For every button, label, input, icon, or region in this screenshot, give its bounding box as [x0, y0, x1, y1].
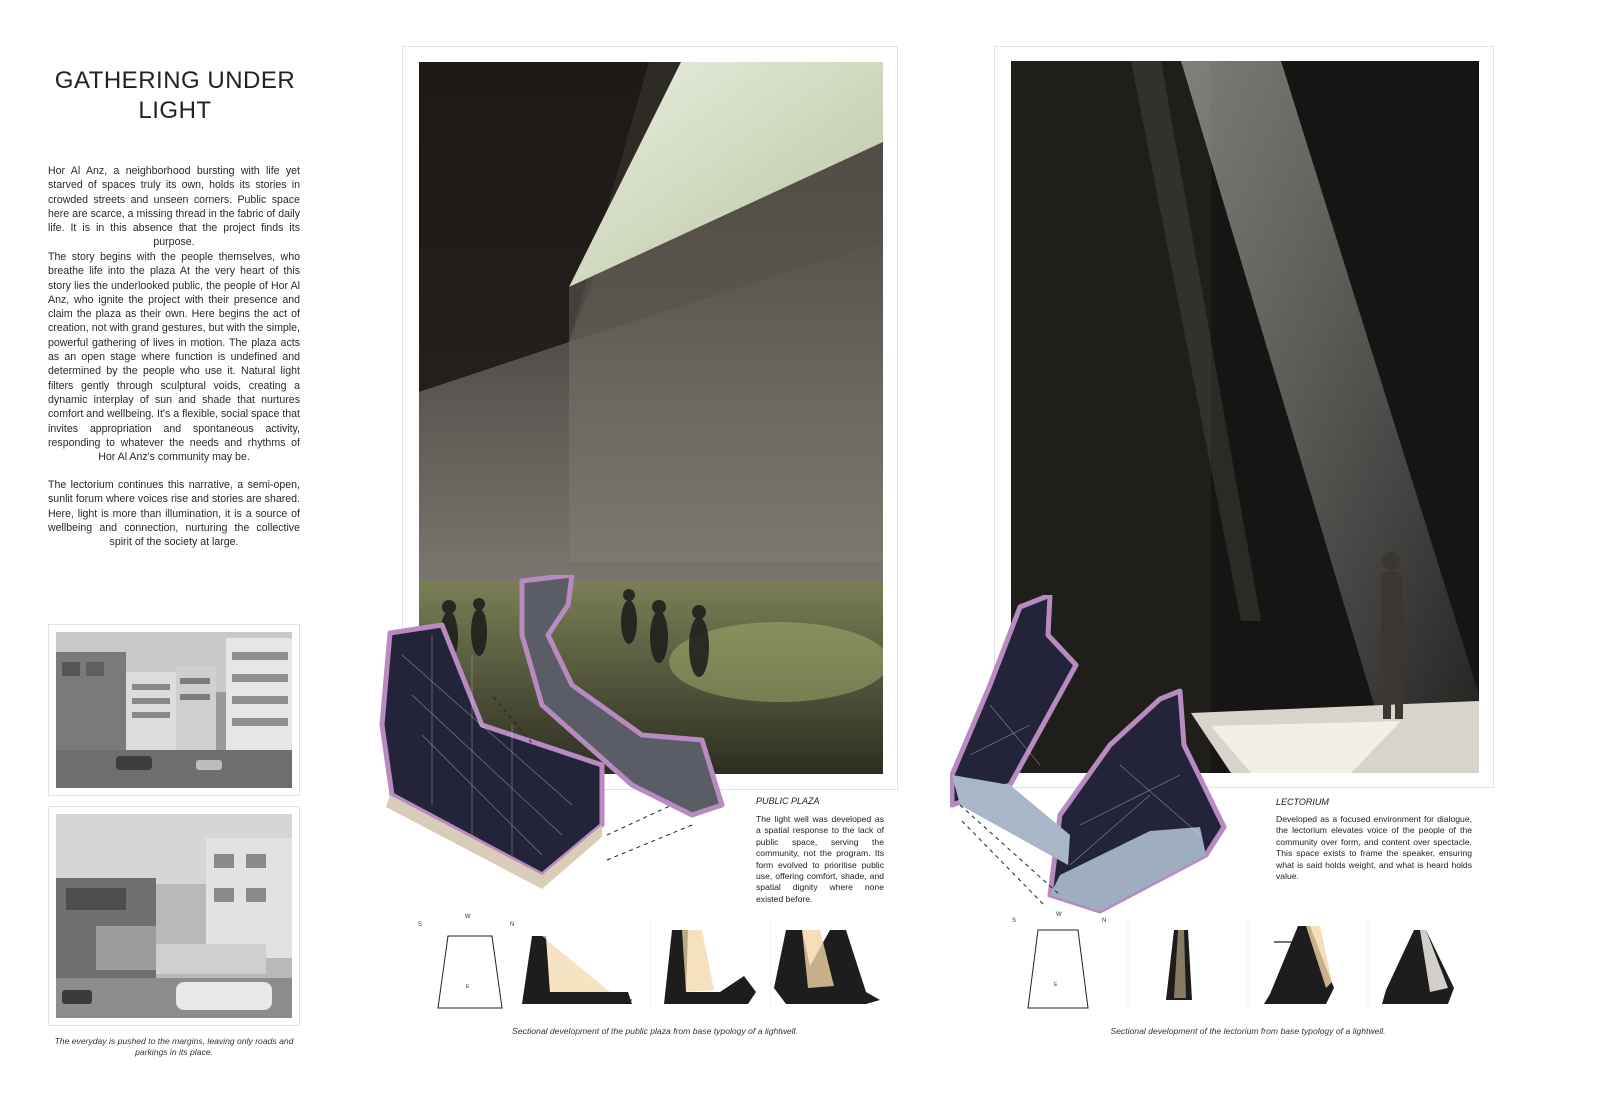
plaza-description: The light well was developed as a spatial response to the lack of public space, serving the community, not the program. Its form evolved to prioritise public use, offering comfort, shade, and spatial dignity where none existed before. [756, 814, 884, 904]
site-photo-caption: The everyday is pushed to the margins, leaving only roads and parkings in its place. [54, 1036, 294, 1057]
lectorium-section-diagrams [1008, 908, 1488, 1012]
lectorium-heading: LECTORIUM [1276, 797, 1329, 807]
lectorium-model-diagram [950, 595, 1240, 915]
site-photo-street [56, 632, 292, 788]
lectorium-compass-e: E [1054, 982, 1058, 988]
lectorium-compass-n: N [1102, 918, 1107, 924]
plaza-compass-n: N [510, 922, 515, 928]
lectorium-description: Developed as a focused environment for dialogue, the lectorium elevates voice of the people of the community over form, and content over spectacle. This space exists to frame the speaker, ensuring what is said holds weight, and what is heard holds value. [1276, 814, 1472, 882]
page-title: GATHERING UNDER LIGHT [54, 67, 296, 124]
lectorium-compass-s: S [1012, 918, 1017, 924]
site-photo-parking [56, 814, 292, 1018]
site-photo-frame-1 [48, 624, 300, 796]
lectorium-compass-w: W [1056, 912, 1062, 918]
site-photo-frame-2 [48, 806, 300, 1026]
lectorium-section-caption: Sectional development of the lectorium from base typology of a lightwell. [1110, 1026, 1386, 1036]
intro-paragraph-2: The story begins with the people themselves, who breathe life into the plaza At the very heart of this story lies the underlooked public, the people of Hor Al Anz, who ignite the project with their presence and claim the plaza as their own. Here begins the act of creation, not with grand gestures, but with the simple, powerful gathering of lives in motion. The plaza acts as an open stage where function is undefined and determined by the people who use it. Natural light filters gently through sculptural voids, creating a dynamic interplay of sun and shade that nurtures comfort and wellbeing. It's a flexible, social space that invites appropriation and spontaneous activity, responding to whatever the needs and rhythms of Hor Al Anz's community may be. [48, 251, 300, 464]
plaza-heading: PUBLIC PLAZA [756, 796, 820, 806]
plaza-compass-w: W [465, 914, 471, 920]
intro-paragraph-3: The lectorium continues this narrative, a semi-open, sunlit forum where voices rise and stories are shared. Here, light is more than illumination, it is a source of wellbeing and connection, nurturing the collective spirit of the society at large. [48, 479, 300, 549]
intro-paragraph-1: Hor Al Anz, a neighborhood bursting with life yet starved of spaces truly its own, holds its stories in crowded streets and unseen corners. Public space here are scarce, a missing thread in the fabric of daily life. It is in this absence that the project finds its purpose. [48, 165, 300, 249]
plaza-section-caption: Sectional development of the public plaza from base typology of a lightwell. [512, 1026, 798, 1036]
plaza-compass-e: E [466, 984, 470, 990]
plaza-model-diagram [372, 575, 732, 893]
plaza-compass-s: S [418, 922, 423, 928]
plaza-section-diagrams [410, 908, 900, 1012]
